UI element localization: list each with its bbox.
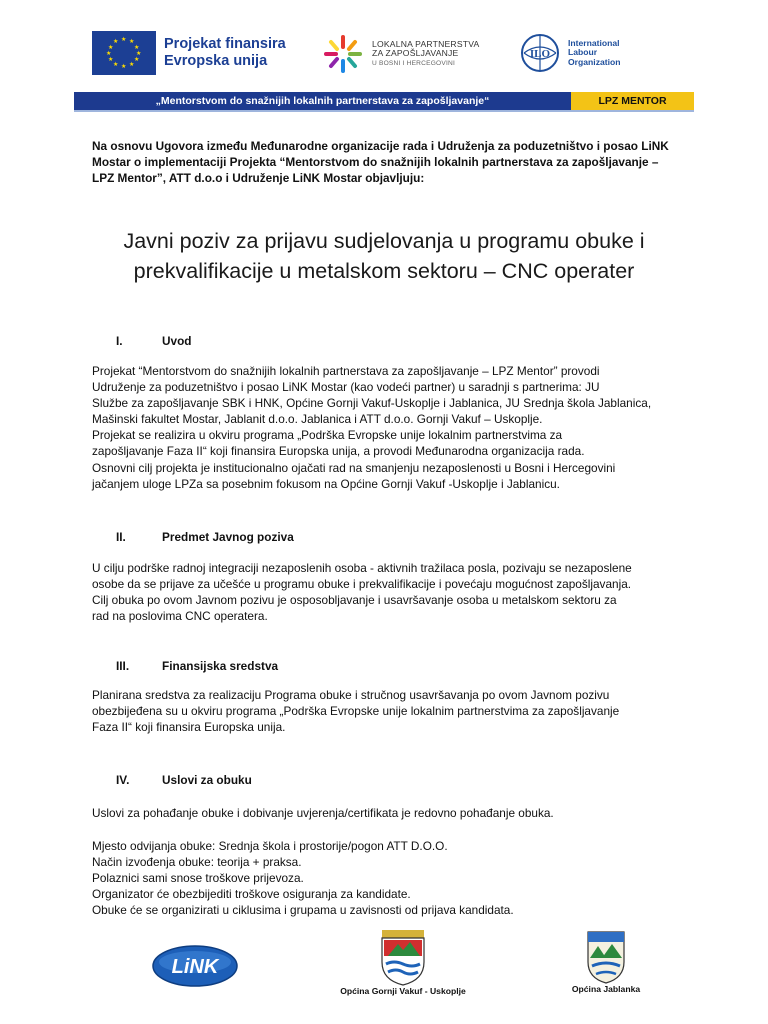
banner-underline bbox=[74, 110, 694, 112]
intro-paragraph: Na osnovu Ugovora između Međunarodne organizacije rada i Udruženja za poduzetništvo i posao LiNK Mostar o implementaciji Projekta “Mentorstvom do snažnijih lokalnih partnerstava za zapošljavanje – LPZ Mentor”, ATT d.o.o i Udruženje LiNK Mostar objavljuju: bbox=[92, 139, 669, 186]
link-logo-text: LiNK bbox=[171, 956, 219, 978]
link-logo bbox=[152, 944, 238, 988]
gornji-vakuf-crest-icon bbox=[378, 930, 428, 986]
section-heading-predmet: II. Predmet Javnog poziva bbox=[116, 530, 294, 544]
ilo-emblem-text: ILO bbox=[529, 48, 551, 60]
section-body-uvod: Projekat “Mentorstvom do snažnijih lokalnih partnerstava za zapošljavanje – LPZ Mentor” provodi Udruženje za poduzetništvo i posao LiNK Mostar (kao vodeći partner) u saradnji s partnerima: JU Službe za zapošljavanje SBK i HNK, Općine Gornji Vakuf-Uskoplje i Jablanica, JU Srednja škola Jablanica, Mašinski fakultet Mostar, Jablanit d.o.o. Jablanica i ATT d.o.o. Gornji Vakuf – Uskoplje. Projekat se realizira u okviru programa „Podrška Evropske unije lokalnim partnerstvima za zapošljavanje Faza II“ koji finansira Europska unija, a provodi Međunarodna organizacija rada. Osnovni cilj projekta je institucionalno ojačati rad na smanjenju nezaposlenosti u Bosni i Hercegovini jačanjem uloge LPZa sa posebnim fokusom na Općine Gornji Vakuf -Uskoplje i Jablanicu. bbox=[92, 364, 652, 491]
eu-logo-text: Projekat finansira Evropska unija bbox=[164, 36, 286, 69]
ilo-logo bbox=[518, 33, 638, 73]
banner-tag: LPZ MENTOR bbox=[571, 92, 694, 110]
section-heading-finansijska: III. Finansijska sredstva bbox=[116, 659, 279, 673]
jablanica-caption: Općina Jablanka bbox=[571, 984, 641, 994]
page-title: Javni poziv za prijavu sudjelovanja u programu obuke i prekvalifikacije u metalskom sektoru – CNC operater bbox=[123, 229, 645, 283]
ilo-emblem-icon bbox=[518, 33, 562, 73]
section-body-uslovi-list: Mjesto odvijanja obuke: Srednja škola i prostorije/pogon ATT D.O.O. Način izvođenja obuke: teorija + praksa. Polaznici sami snose troškove prijevoza. Organizator će obezbijediti troškove osiguranja za kandidate. Obuke će se organizirati u ciklusima i grupama u zavisnosti od prijava kandidata. bbox=[92, 839, 514, 918]
section-heading-uslovi: IV. Uslovi za obuku bbox=[116, 773, 252, 787]
partnership-star-icon bbox=[322, 33, 364, 75]
eu-funding-logo bbox=[92, 30, 297, 76]
section-body-predmet: U cilju podrške radnoj integraciji nezaposlenih osoba - aktivnih tražilaca posla, pozivaju se nezaposlene osobe da se prijave za učešće u programu obuke i prekvalifikacije i povećaju mogućnost zapošljavanja. Cilj obuka po ovom Javnom pozivu je osposobljavanje i usavršavanje osoba u metalskom sektoru za rad na poslovima CNC operatera. bbox=[92, 561, 632, 624]
project-banner bbox=[74, 92, 694, 110]
ilo-logo-text: International Labour Organization bbox=[568, 37, 621, 67]
partnership-logo-text: LOKALNA PARTNERSTVA ZA ZAPOŠLJAVANJE U BOSNI I HERCEGOVINI bbox=[372, 38, 480, 67]
section-body-finansijska: Planirana sredstva za realizaciju Programa obuke i stručnog usavršavanja po ovom Javnom pozivu obezbijeđena su u okviru programa „Podrška Evropske unije lokalnim partnerstvima za zapošljavanje Faza II“ koji finansira Europska unija. bbox=[92, 688, 620, 735]
gornji-vakuf-caption: Općina Gornji Vakuf - Uskoplje bbox=[340, 986, 466, 996]
section-heading-uvod: I. Uvod bbox=[116, 334, 192, 348]
section-body-uslovi-intro: Uslovi za pohađanje obuke i dobivanje uvjerenja/certifikata je redovno pohađanje obuka. bbox=[92, 806, 554, 820]
local-partnership-logo bbox=[322, 33, 492, 75]
eu-flag-icon: ★ ★ ★ ★ ★ ★ ★ ★ ★ ★ ★ ★ bbox=[92, 31, 156, 75]
jablanica-crest-icon bbox=[584, 928, 628, 984]
banner-title: „Mentorstvom do snažnijih lokalnih partnerstava za zapošljavanje“ bbox=[74, 92, 571, 110]
